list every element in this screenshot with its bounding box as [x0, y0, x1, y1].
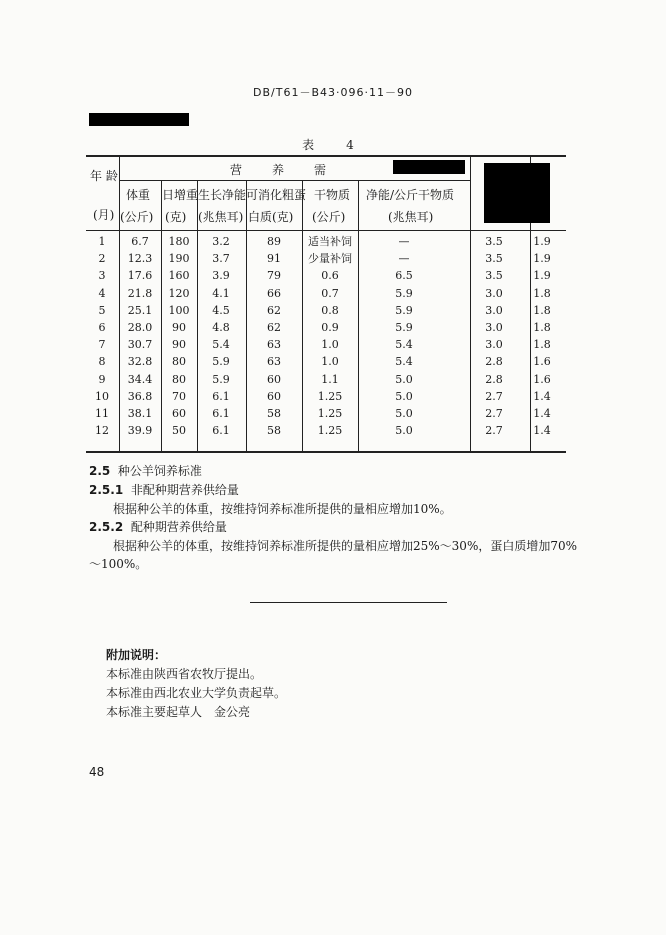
cell-extra-b: 1.4: [533, 389, 551, 403]
cell-weight: 36.8: [127, 389, 153, 403]
redacted-block: [89, 113, 189, 126]
cell-extra-a: 3.5: [485, 269, 503, 283]
group-header: 营 养 需: [230, 163, 329, 177]
section-2-5-1: [89, 481, 239, 498]
cell-age: 2: [98, 252, 106, 266]
cell-dm: 1.1: [321, 372, 339, 386]
cell-extra-a: 2.8: [485, 372, 503, 386]
cell-extra-a: 3.0: [485, 321, 503, 334]
table-title: 表 4: [302, 138, 364, 152]
document-header: DB/T61－B43·096·11－90: [253, 86, 413, 99]
cell-dm: 适当补饲: [308, 235, 352, 248]
cell-ne: 5.9: [395, 286, 413, 300]
cell-extra-a: 3.0: [485, 303, 503, 317]
col-ne-name: 净能/公斤干物质: [366, 188, 455, 202]
section-2-5-2-text-line1: 根据种公羊的体重，按维持饲养标准所提供的量相应增加25%～30%，蛋白质增加70%: [113, 539, 578, 553]
cell-extra-b: 1.6: [533, 372, 551, 386]
cell-age: 4: [98, 286, 106, 300]
table-top-rule: [86, 155, 566, 157]
cell-dm: 0.8: [321, 303, 339, 317]
cell-energy: 5.9: [212, 372, 230, 386]
cell-gain: 180: [168, 235, 190, 248]
cell-dm: 0.9: [321, 321, 339, 334]
cell-extra-b: 1.9: [533, 235, 551, 248]
group-header-underline: [120, 180, 470, 181]
cell-age: 7: [98, 338, 106, 352]
cell-extra-b: 1.4: [533, 424, 551, 438]
cell-weight: 38.1: [127, 407, 153, 420]
col-energy-name: 生长净能: [198, 188, 247, 202]
cell-protein: 58: [267, 424, 281, 438]
cell-extra-a: 2.7: [485, 389, 503, 403]
cell-dm: 1.25: [317, 424, 343, 438]
page-number: 48: [89, 765, 105, 779]
cell-ne: 5.0: [395, 424, 413, 438]
cell-ne: 5.0: [395, 407, 413, 420]
cell-dm: 1.25: [317, 407, 343, 420]
cell-gain: 80: [172, 355, 186, 369]
cell-energy: 6.1: [212, 424, 230, 438]
cell-protein: 66: [267, 286, 281, 300]
cell-energy: 4.5: [212, 303, 230, 317]
cell-dm: 少量补饲: [308, 252, 352, 266]
table-header-bottom-rule: [86, 230, 566, 231]
cell-energy: 5.9: [212, 355, 230, 369]
cell-age: 5: [98, 303, 106, 317]
cell-protein: 91: [267, 252, 281, 266]
cell-ne: 5.9: [395, 321, 413, 334]
age-unit-label: (月): [93, 208, 115, 222]
appendix-line-1: 本标准由陕西省农牧厅提出。: [106, 667, 263, 681]
col-energy-unit: (兆焦耳): [198, 210, 244, 224]
section-2-5-2: [89, 518, 227, 535]
redacted-block: [393, 160, 465, 174]
cell-gain: 100: [168, 303, 190, 317]
cell-weight: 6.7: [131, 235, 149, 248]
cell-extra-b: 1.8: [533, 286, 551, 300]
cell-weight: 39.9: [127, 424, 153, 438]
cell-weight: 21.8: [127, 286, 153, 300]
cell-energy: 5.4: [212, 338, 230, 352]
cell-ne: 5.4: [395, 338, 413, 352]
cell-ne: —: [398, 235, 410, 248]
cell-protein: 60: [267, 372, 281, 386]
section-title: 非配种期营养供给量: [130, 483, 239, 497]
section-title: 种公羊饲养标准: [117, 464, 202, 478]
cell-age: 8: [98, 355, 106, 369]
cell-extra-a: 3.0: [485, 286, 503, 300]
cell-weight: 25.1: [127, 303, 153, 317]
cell-age: 9: [98, 372, 106, 386]
col-weight-name: 体重: [126, 188, 151, 202]
cell-ne: 5.9: [395, 303, 413, 317]
cell-dm: 1.0: [321, 338, 339, 352]
cell-protein: 63: [267, 355, 281, 369]
cell-energy: 3.7: [212, 252, 230, 266]
col-protein-name: 可消化粗蛋: [246, 188, 307, 202]
cell-weight: 34.4: [127, 372, 153, 386]
cell-energy: 4.8: [212, 321, 230, 334]
cell-protein: 60: [267, 389, 281, 403]
cell-dm: 0.6: [321, 269, 339, 283]
cell-extra-b: 1.6: [533, 355, 551, 369]
cell-gain: 120: [168, 286, 190, 300]
cell-gain: 90: [172, 338, 186, 352]
appendix-title: 附加说明：: [106, 648, 167, 662]
appendix-line-3: 本标准主要起草人 金公亮: [106, 705, 251, 719]
cell-extra-b: 1.8: [533, 338, 551, 352]
cell-age: 12: [95, 424, 109, 438]
cell-extra-a: 2.8: [485, 355, 503, 369]
cell-protein: 89: [267, 235, 281, 248]
cell-extra-b: 1.9: [533, 252, 551, 266]
col-dm-name: 干物质: [314, 188, 351, 202]
cell-age: 3: [98, 269, 106, 283]
cell-ne: 5.0: [395, 372, 413, 386]
col-dm-unit: (公斤): [312, 210, 346, 224]
cell-energy: 6.1: [212, 407, 230, 420]
cell-protein: 63: [267, 338, 281, 352]
cell-gain: 60: [172, 407, 186, 420]
section-number: 2.5.2: [89, 520, 124, 534]
col-weight-unit: (公斤): [120, 210, 154, 224]
cell-ne: 5.4: [395, 355, 413, 369]
cell-weight: 30.7: [127, 338, 153, 352]
cell-age: 11: [95, 407, 109, 420]
cell-energy: 4.1: [212, 286, 230, 300]
cell-extra-a: 3.0: [485, 338, 503, 352]
cell-extra-a: 2.7: [485, 424, 503, 438]
cell-ne: 6.5: [395, 269, 413, 283]
cell-gain: 70: [172, 389, 186, 403]
cell-extra-b: 1.8: [533, 303, 551, 317]
cell-weight: 17.6: [127, 269, 153, 283]
redacted-block: [484, 163, 550, 223]
appendix-line-2: 本标准由西北农业大学负责起草。: [106, 686, 287, 700]
cell-extra-b: 1.9: [533, 269, 551, 283]
cell-extra-b: 1.8: [533, 321, 551, 334]
cell-age: 6: [98, 321, 106, 334]
cell-weight: 12.3: [127, 252, 153, 266]
cell-gain: 160: [168, 269, 190, 283]
cell-extra-a: 2.7: [485, 407, 503, 420]
section-number: 2.5.1: [89, 483, 124, 497]
cell-ne: 5.0: [395, 389, 413, 403]
cell-weight: 32.8: [127, 355, 153, 369]
cell-extra-a: 3.5: [485, 235, 503, 248]
cell-ne: —: [398, 252, 410, 266]
cell-dm: 0.7: [321, 286, 339, 300]
cell-gain: 80: [172, 372, 186, 386]
section-2-5: [89, 462, 202, 479]
age-column-label: 年 龄: [90, 169, 118, 183]
cell-protein: 62: [267, 321, 281, 334]
table-bottom-rule: [86, 451, 566, 453]
cell-age: 10: [95, 389, 109, 403]
col-gain-name: 日增重: [162, 188, 199, 202]
cell-gain: 50: [172, 424, 186, 438]
section-title: 配种期营养供给量: [130, 520, 227, 534]
section-2-5-2-text-line2: ～100%。: [89, 557, 148, 571]
cell-protein: 58: [267, 407, 281, 420]
cell-age: 1: [98, 235, 106, 248]
cell-dm: 1.25: [317, 389, 343, 403]
cell-weight: 28.0: [127, 321, 153, 334]
cell-extra-a: 3.5: [485, 252, 503, 266]
col-gain-unit: (克): [165, 210, 187, 224]
section-number: 2.5: [89, 464, 111, 478]
cell-energy: 6.1: [212, 389, 230, 403]
cell-gain: 190: [168, 252, 190, 266]
col-protein-unit: 白质(克): [248, 210, 294, 224]
cell-protein: 62: [267, 303, 281, 317]
cell-gain: 90: [172, 321, 186, 334]
end-rule: [250, 602, 447, 603]
col-ne-unit: (兆焦耳): [388, 210, 434, 224]
section-2-5-1-text: 根据种公羊的体重，按维持饲养标准所提供的量相应增加10%。: [113, 502, 452, 516]
cell-energy: 3.9: [212, 269, 230, 283]
cell-dm: 1.0: [321, 355, 339, 369]
cell-energy: 3.2: [212, 235, 230, 248]
cell-extra-b: 1.4: [533, 407, 551, 420]
cell-protein: 79: [267, 269, 281, 283]
